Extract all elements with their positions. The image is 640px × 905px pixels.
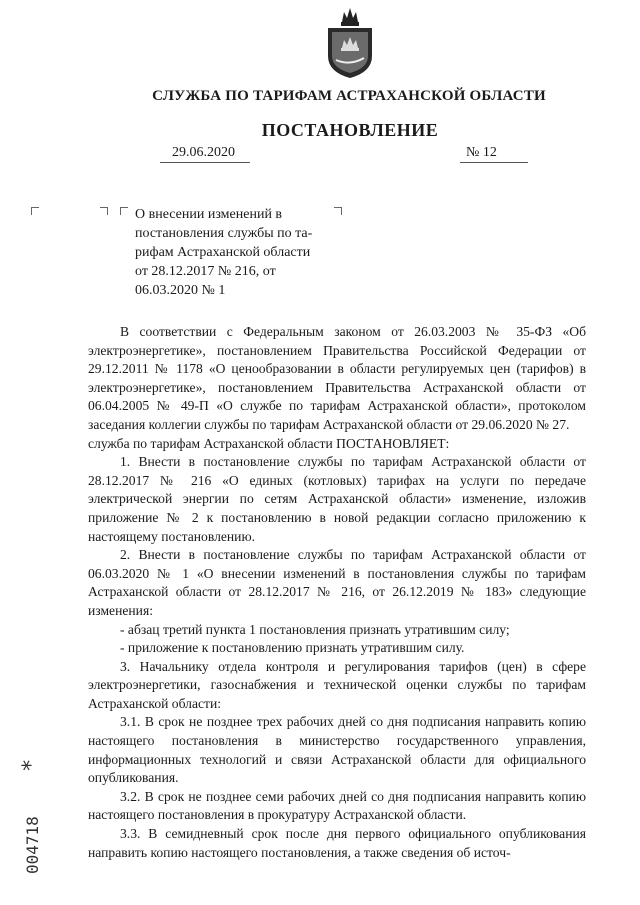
- item-3-1: 3.1. В срок не позднее трех рабочих дней со дня подписания направить копию настоящего постановления в министерство государственного управления, информационных технологий и связи Астраханской области для официального опубликования.: [88, 714, 586, 786]
- subject-line: от 28.12.2017 № 216, от: [135, 264, 276, 279]
- document-date: 29.06.2020: [172, 145, 235, 160]
- subject-line: 06.03.2020 № 1: [135, 283, 226, 298]
- item-3: 3. Начальнику отдела контроля и регулирования тарифов (цен) в сфере электроэнергетики, газоснабжения и технической оценки службы по тарифам Астраханской области:: [88, 658, 586, 711]
- side-stamp-mark: *: [19, 758, 44, 772]
- side-stamp: [18, 742, 44, 876]
- item-3-3: 3.3. В семидневный срок после дня первого официального опубликования направить копию настоящего постановления, а также сведения об источ-: [88, 826, 586, 860]
- subject-line: рифам Астраханской области: [135, 245, 311, 260]
- side-stamp-code: 004718: [23, 816, 42, 874]
- coat-of-arms-icon: [322, 6, 378, 80]
- corner-mark: [31, 207, 39, 215]
- date-underline: [160, 162, 250, 163]
- item-2-b: - приложение к постановлению признать утратившим силу.: [120, 640, 465, 656]
- org-name: СЛУЖБА ПО ТАРИФАМ АСТРАХАНСКОЙ ОБЛАСТИ: [152, 88, 546, 104]
- corner-mark: [120, 207, 128, 215]
- subject-line: постановления службы по та-: [135, 226, 313, 241]
- subject-line: О внесении изменений в: [135, 207, 283, 222]
- item-2-a: - абзац третий пункта 1 постановления признать утратившим силу;: [120, 621, 510, 637]
- document-subject: [135, 205, 345, 300]
- document-number: № 12: [466, 145, 497, 160]
- item-2: 2. Внести в постановление службы по тарифам Астраханской области от 06.03.2020 № 1 «О внесении изменений в постановления службы по тарифам Астраханской области от 28.12.2017 № 216, от 26.12.2019 № 183» следующие изменения:: [88, 547, 586, 618]
- item-3-2: 3.2. В срок не позднее семи рабочих дней со дня подписания направить копию настоящего постановления в прокуратуру Астраханской области.: [88, 788, 586, 823]
- item-1: 1. Внести в постановление службы по тарифам Астраханской области от 28.12.2017 № 216 «О единых (котловых) тарифах на услуги по передаче электрической энергии по сетям Астраханской области» изменение, изложив приложение № 2 к постановлению в новой редакции согласно приложению к настоящему постановлению.: [88, 454, 586, 544]
- number-underline: [460, 162, 528, 163]
- document-body: [88, 323, 586, 862]
- document-type: ПОСТАНОВЛЕНИЕ: [261, 120, 439, 140]
- intro-paragraph: В соответствии с Федеральным законом от 26.03.2003 № 35-ФЗ «Об электроэнергетике», постановлением Правительства Российской Федерации от 29.12.2011 № 1178 «О ценообразовании в области регулируемых цен (тарифов) в электроэнергетике», постановлением Правительства Астраханской области от 06.04.2005 № 49-П «О службе по тарифам Астраханской области», протоколом заседания коллегии службы по тарифам Астраханской области от 29.06.2020 № 27.: [88, 324, 586, 432]
- decree-line: служба по тарифам Астраханской области ПОСТАНОВЛЯЕТ:: [88, 435, 450, 451]
- corner-mark: [100, 207, 108, 215]
